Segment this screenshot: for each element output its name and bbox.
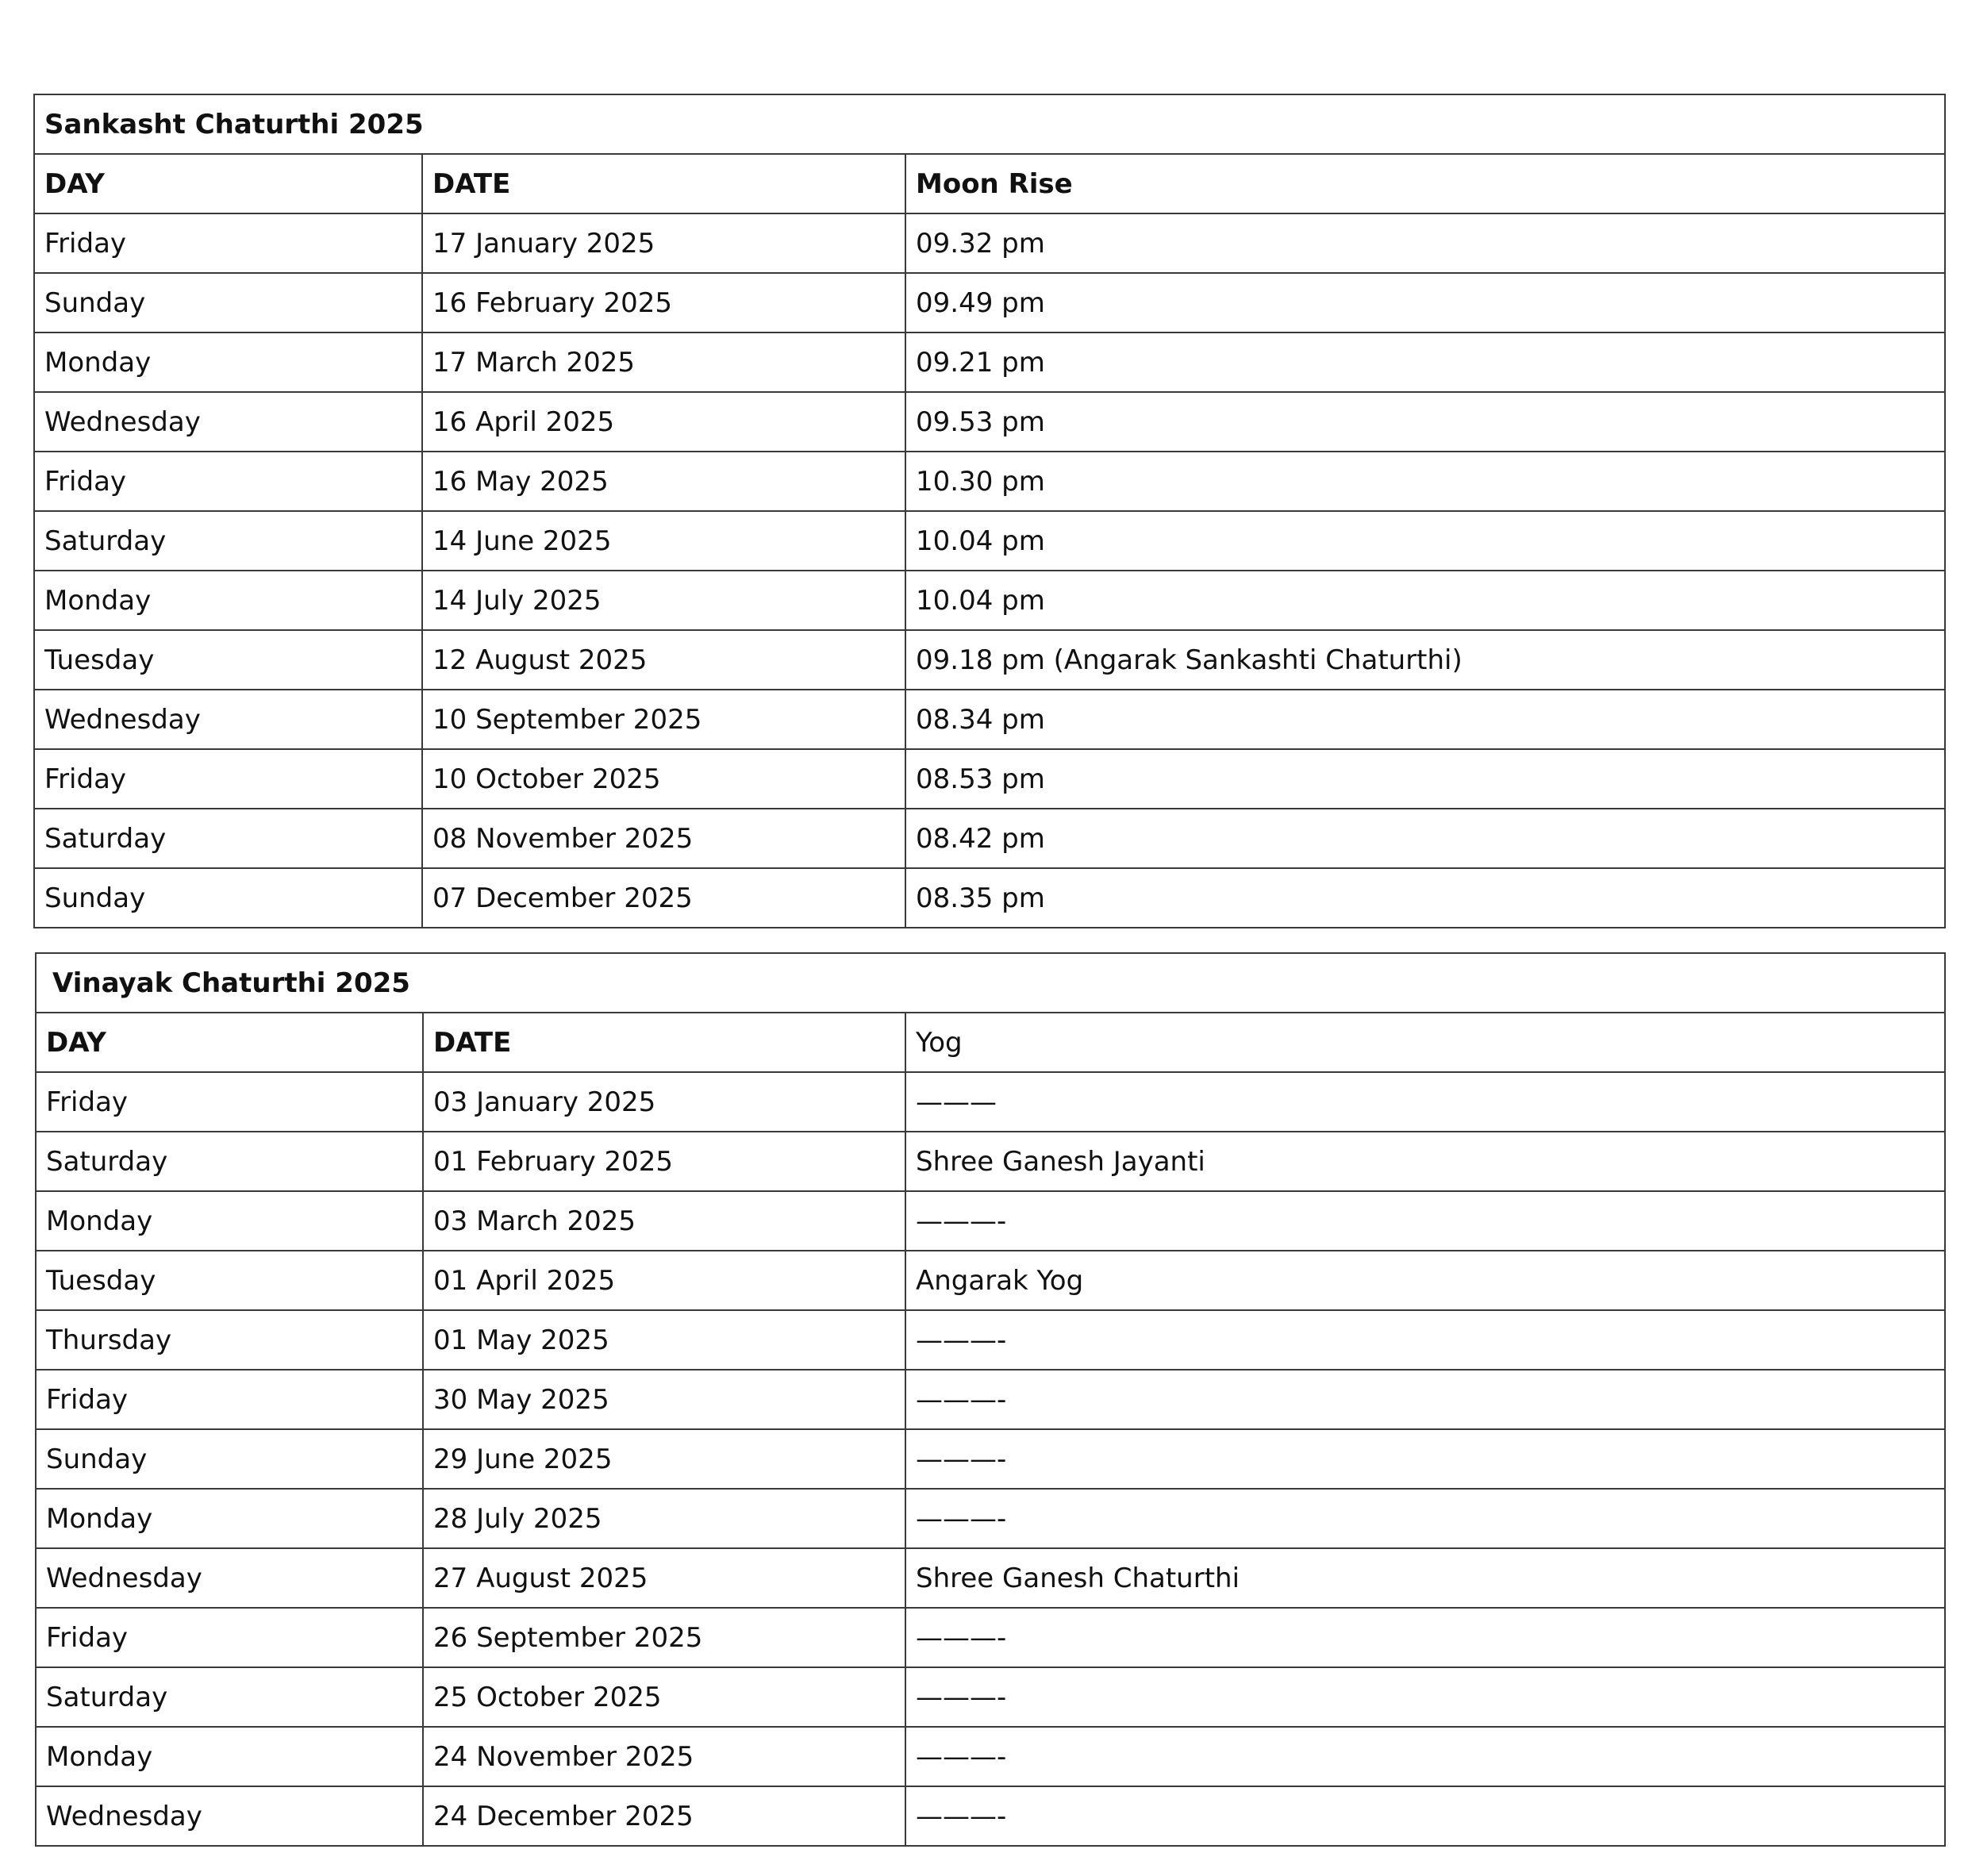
date-cell: 30 May 2025 — [423, 1370, 905, 1429]
day-cell: Sunday — [36, 1429, 423, 1489]
table-row — [36, 1727, 1945, 1786]
column-header-date: DATE — [422, 154, 905, 213]
moon-rise-cell: 08.34 pm — [905, 690, 1945, 749]
yog-cell: ———- — [905, 1667, 1945, 1727]
table-row — [34, 333, 1945, 392]
moon-rise-cell: 08.42 pm — [905, 809, 1945, 868]
table-title: Sankasht Chaturthi 2025 — [34, 94, 1945, 154]
table-row — [34, 452, 1945, 511]
moon-rise-cell: 09.49 pm — [905, 273, 1945, 333]
day-cell: Friday — [36, 1370, 423, 1429]
table-row — [34, 392, 1945, 452]
table-row — [34, 273, 1945, 333]
table-row — [34, 511, 1945, 571]
yog-cell: ———- — [905, 1191, 1945, 1251]
day-cell: Friday — [34, 749, 422, 809]
yog-cell: Shree Ganesh Jayanti — [905, 1132, 1945, 1191]
yog-cell: ———- — [905, 1489, 1945, 1548]
day-cell: Monday — [34, 571, 422, 630]
yog-cell: ———- — [905, 1429, 1945, 1489]
table-row — [34, 809, 1945, 868]
day-cell: Saturday — [36, 1667, 423, 1727]
moon-rise-cell: 10.04 pm — [905, 511, 1945, 571]
date-cell: 07 December 2025 — [422, 868, 905, 928]
day-cell: Wednesday — [36, 1786, 423, 1846]
table-row — [34, 868, 1945, 928]
moon-rise-cell: 09.32 pm — [905, 213, 1945, 273]
table-row — [34, 630, 1945, 690]
table-title: Vinayak Chaturthi 2025 — [36, 953, 1945, 1013]
table-header-row — [34, 154, 1945, 213]
day-cell: Saturday — [36, 1132, 423, 1191]
table-row — [36, 1251, 1945, 1310]
table-row — [36, 1072, 1945, 1132]
date-cell: 08 November 2025 — [422, 809, 905, 868]
vinayak-chaturthi-table — [35, 952, 1946, 1847]
date-cell: 26 September 2025 — [423, 1608, 905, 1667]
day-cell: Tuesday — [34, 630, 422, 690]
day-cell: Saturday — [34, 809, 422, 868]
day-cell: Friday — [34, 213, 422, 273]
column-header-day: DAY — [36, 1013, 423, 1072]
yog-cell: ——— — [905, 1072, 1945, 1132]
table-row — [34, 749, 1945, 809]
moon-rise-cell: 09.53 pm — [905, 392, 1945, 452]
date-cell: 16 April 2025 — [422, 392, 905, 452]
yog-cell: ———- — [905, 1608, 1945, 1667]
column-header-moon-rise: Moon Rise — [905, 154, 1945, 213]
day-cell: Sunday — [34, 273, 422, 333]
column-header-date: DATE — [423, 1013, 905, 1072]
day-cell: Saturday — [34, 511, 422, 571]
day-cell: Monday — [34, 333, 422, 392]
date-cell: 01 May 2025 — [423, 1310, 905, 1370]
table-row — [36, 1429, 1945, 1489]
table-row — [36, 1489, 1945, 1548]
moon-rise-cell: 09.21 pm — [905, 333, 1945, 392]
date-cell: 17 January 2025 — [422, 213, 905, 273]
table-row — [36, 1786, 1945, 1846]
date-cell: 29 June 2025 — [423, 1429, 905, 1489]
moon-rise-cell: 08.35 pm — [905, 868, 1945, 928]
table-row — [34, 571, 1945, 630]
date-cell: 16 May 2025 — [422, 452, 905, 511]
day-cell: Wednesday — [36, 1548, 423, 1608]
table-row — [36, 1370, 1945, 1429]
table-row — [36, 1667, 1945, 1727]
date-cell: 27 August 2025 — [423, 1548, 905, 1608]
date-cell: 01 February 2025 — [423, 1132, 905, 1191]
date-cell: 24 December 2025 — [423, 1786, 905, 1846]
date-cell: 10 October 2025 — [422, 749, 905, 809]
table-row — [36, 1191, 1945, 1251]
day-cell: Wednesday — [34, 690, 422, 749]
table-header-row — [36, 1013, 1945, 1072]
yog-cell: ———- — [905, 1786, 1945, 1846]
date-cell: 14 July 2025 — [422, 571, 905, 630]
yog-cell: Angarak Yog — [905, 1251, 1945, 1310]
date-cell: 17 March 2025 — [422, 333, 905, 392]
yog-cell: Shree Ganesh Chaturthi — [905, 1548, 1945, 1608]
date-cell: 14 June 2025 — [422, 511, 905, 571]
table-row — [36, 1548, 1945, 1608]
yog-cell: ———- — [905, 1727, 1945, 1786]
day-cell: Friday — [36, 1072, 423, 1132]
day-cell: Sunday — [34, 868, 422, 928]
table-row — [34, 690, 1945, 749]
date-cell: 16 February 2025 — [422, 273, 905, 333]
moon-rise-cell: 10.30 pm — [905, 452, 1945, 511]
date-cell: 03 January 2025 — [423, 1072, 905, 1132]
day-cell: Monday — [36, 1191, 423, 1251]
date-cell: 01 April 2025 — [423, 1251, 905, 1310]
day-cell: Thursday — [36, 1310, 423, 1370]
day-cell: Tuesday — [36, 1251, 423, 1310]
date-cell: 12 August 2025 — [422, 630, 905, 690]
table-row — [36, 1310, 1945, 1370]
date-cell: 24 November 2025 — [423, 1727, 905, 1786]
moon-rise-cell: 08.53 pm — [905, 749, 1945, 809]
day-cell: Wednesday — [34, 392, 422, 452]
column-header-day: DAY — [34, 154, 422, 213]
date-cell: 03 March 2025 — [423, 1191, 905, 1251]
day-cell: Friday — [36, 1608, 423, 1667]
moon-rise-cell: 09.18 pm (Angarak Sankashti Chaturthi) — [905, 630, 1945, 690]
day-cell: Monday — [36, 1489, 423, 1548]
yog-cell: ———- — [905, 1370, 1945, 1429]
table-title-row — [36, 953, 1945, 1013]
table-title-row — [34, 94, 1945, 154]
column-header-yog: Yog — [905, 1013, 1945, 1072]
sankashti-chaturthi-table — [33, 94, 1946, 928]
day-cell: Friday — [34, 452, 422, 511]
day-cell: Monday — [36, 1727, 423, 1786]
table-row — [34, 213, 1945, 273]
table-row — [36, 1608, 1945, 1667]
date-cell: 25 October 2025 — [423, 1667, 905, 1727]
yog-cell: ———- — [905, 1310, 1945, 1370]
date-cell: 10 September 2025 — [422, 690, 905, 749]
moon-rise-cell: 10.04 pm — [905, 571, 1945, 630]
table-row — [36, 1132, 1945, 1191]
date-cell: 28 July 2025 — [423, 1489, 905, 1548]
